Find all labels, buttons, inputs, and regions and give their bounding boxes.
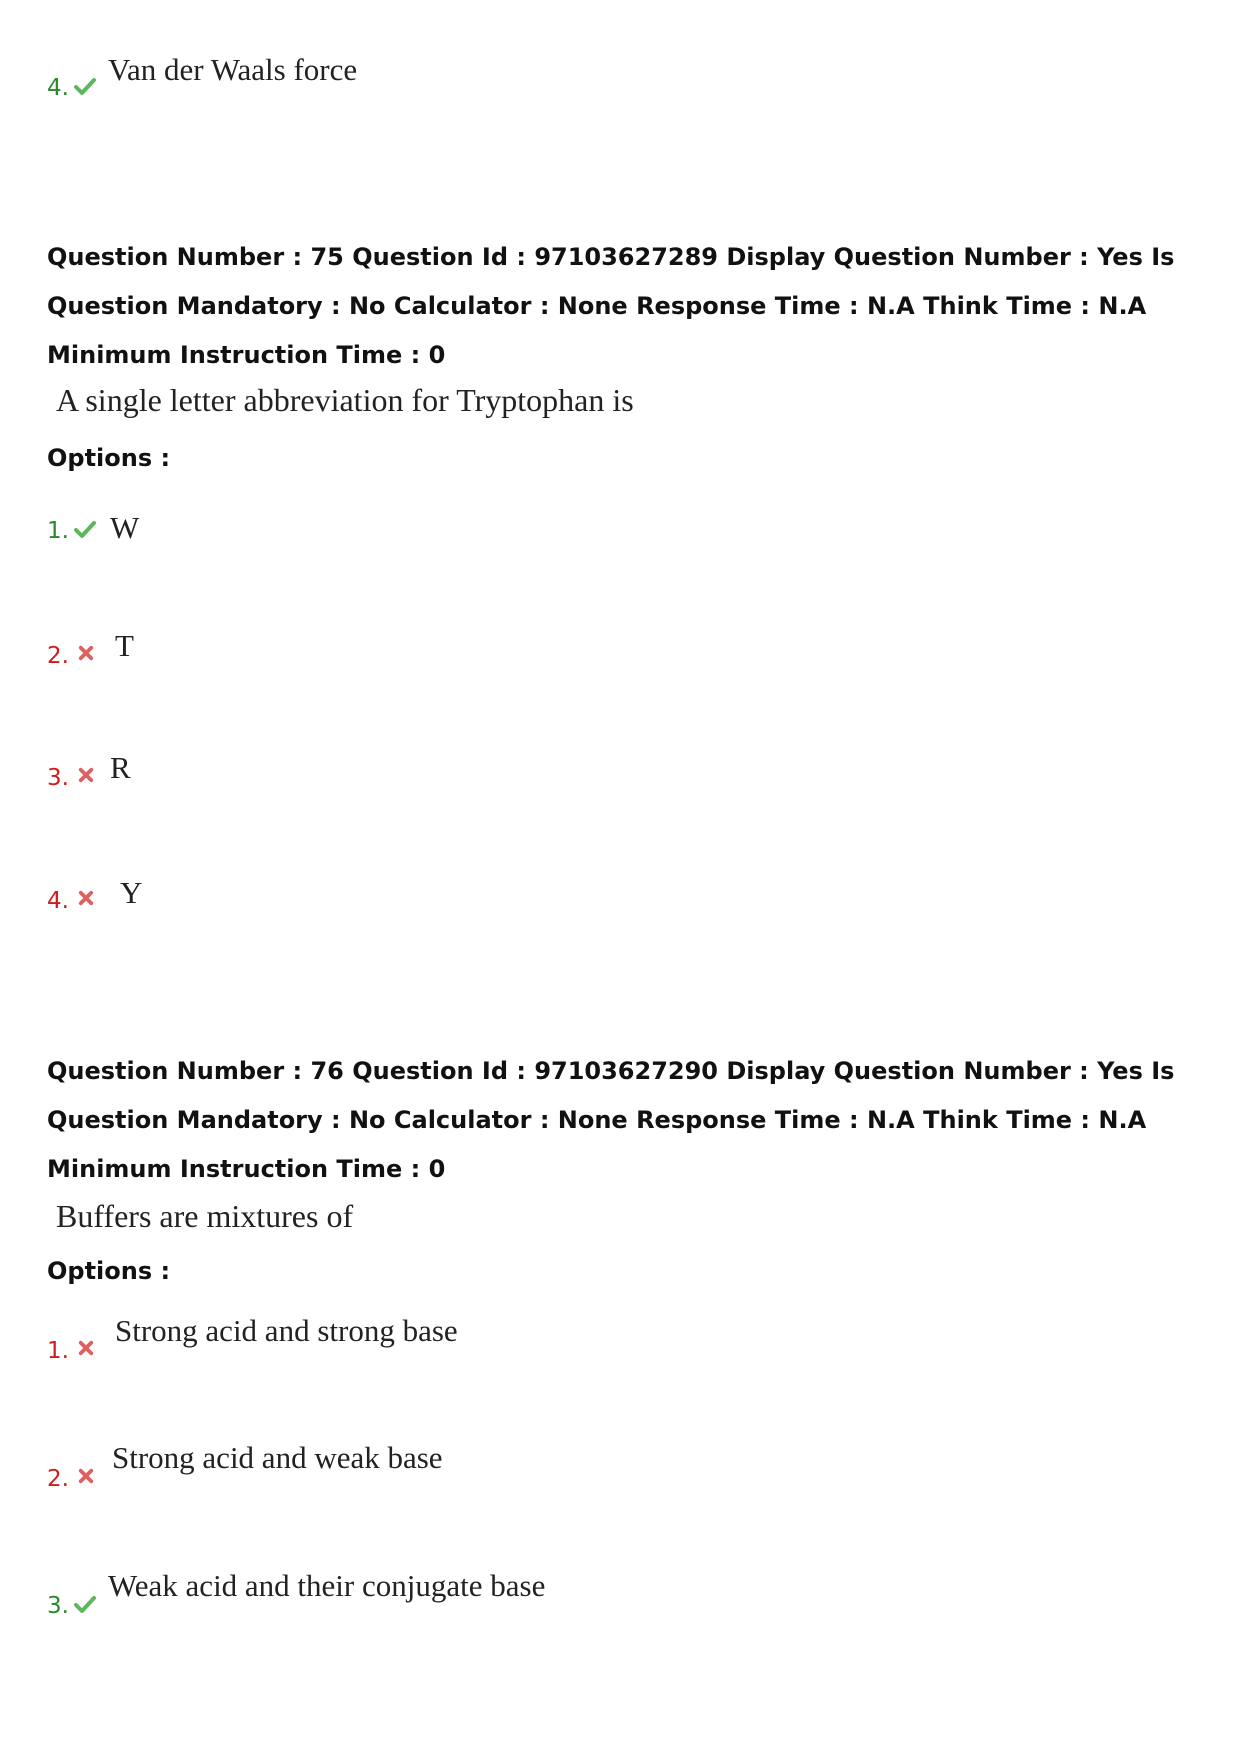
option-number: 2.: [47, 1466, 69, 1492]
option-text: R: [110, 750, 131, 785]
cross-icon: [77, 1467, 95, 1485]
check-icon: [73, 517, 97, 541]
options-label: Options :: [47, 444, 171, 472]
question-header: Question Number : 75 Question Id : 97103627289 Display Question Number : Yes Is Question Mandatory : No Calculator : None Response Time : N.A Think Time : N.A Minimum Instruction Time : 0: [47, 243, 1175, 369]
option-text: Van der Waals force: [108, 52, 358, 87]
option-text: T: [115, 628, 134, 663]
check-icon: [73, 74, 97, 98]
option-text: Weak acid and their conjugate base: [108, 1568, 546, 1603]
option-number: 2.: [47, 643, 69, 669]
option-text: Y: [120, 875, 143, 910]
option-text: Strong acid and strong base: [115, 1313, 458, 1348]
question-header: Question Number : 76 Question Id : 97103627290 Display Question Number : Yes Is Question Mandatory : No Calculator : None Response Time : N.A Think Time : N.A Minimum Instruction Time : 0: [47, 1057, 1175, 1183]
cross-icon: [77, 889, 95, 907]
option-text: Strong acid and weak base: [112, 1440, 443, 1475]
option-number: 1.: [47, 1338, 69, 1364]
cross-icon: [77, 644, 95, 662]
question-text: A single letter abbreviation for Tryptophan is: [56, 382, 634, 418]
cross-icon: [77, 766, 95, 784]
option-number: 3.: [47, 765, 69, 791]
option-number: 4.: [47, 75, 69, 101]
option-text: W: [110, 510, 140, 545]
check-icon: [73, 1592, 97, 1616]
cross-icon: [77, 1339, 95, 1357]
option-number: 1.: [47, 518, 69, 544]
option-number: 3.: [47, 1593, 69, 1619]
options-label: Options :: [47, 1257, 171, 1285]
question-text: Buffers are mixtures of: [56, 1198, 354, 1234]
option-number: 4.: [47, 888, 69, 914]
